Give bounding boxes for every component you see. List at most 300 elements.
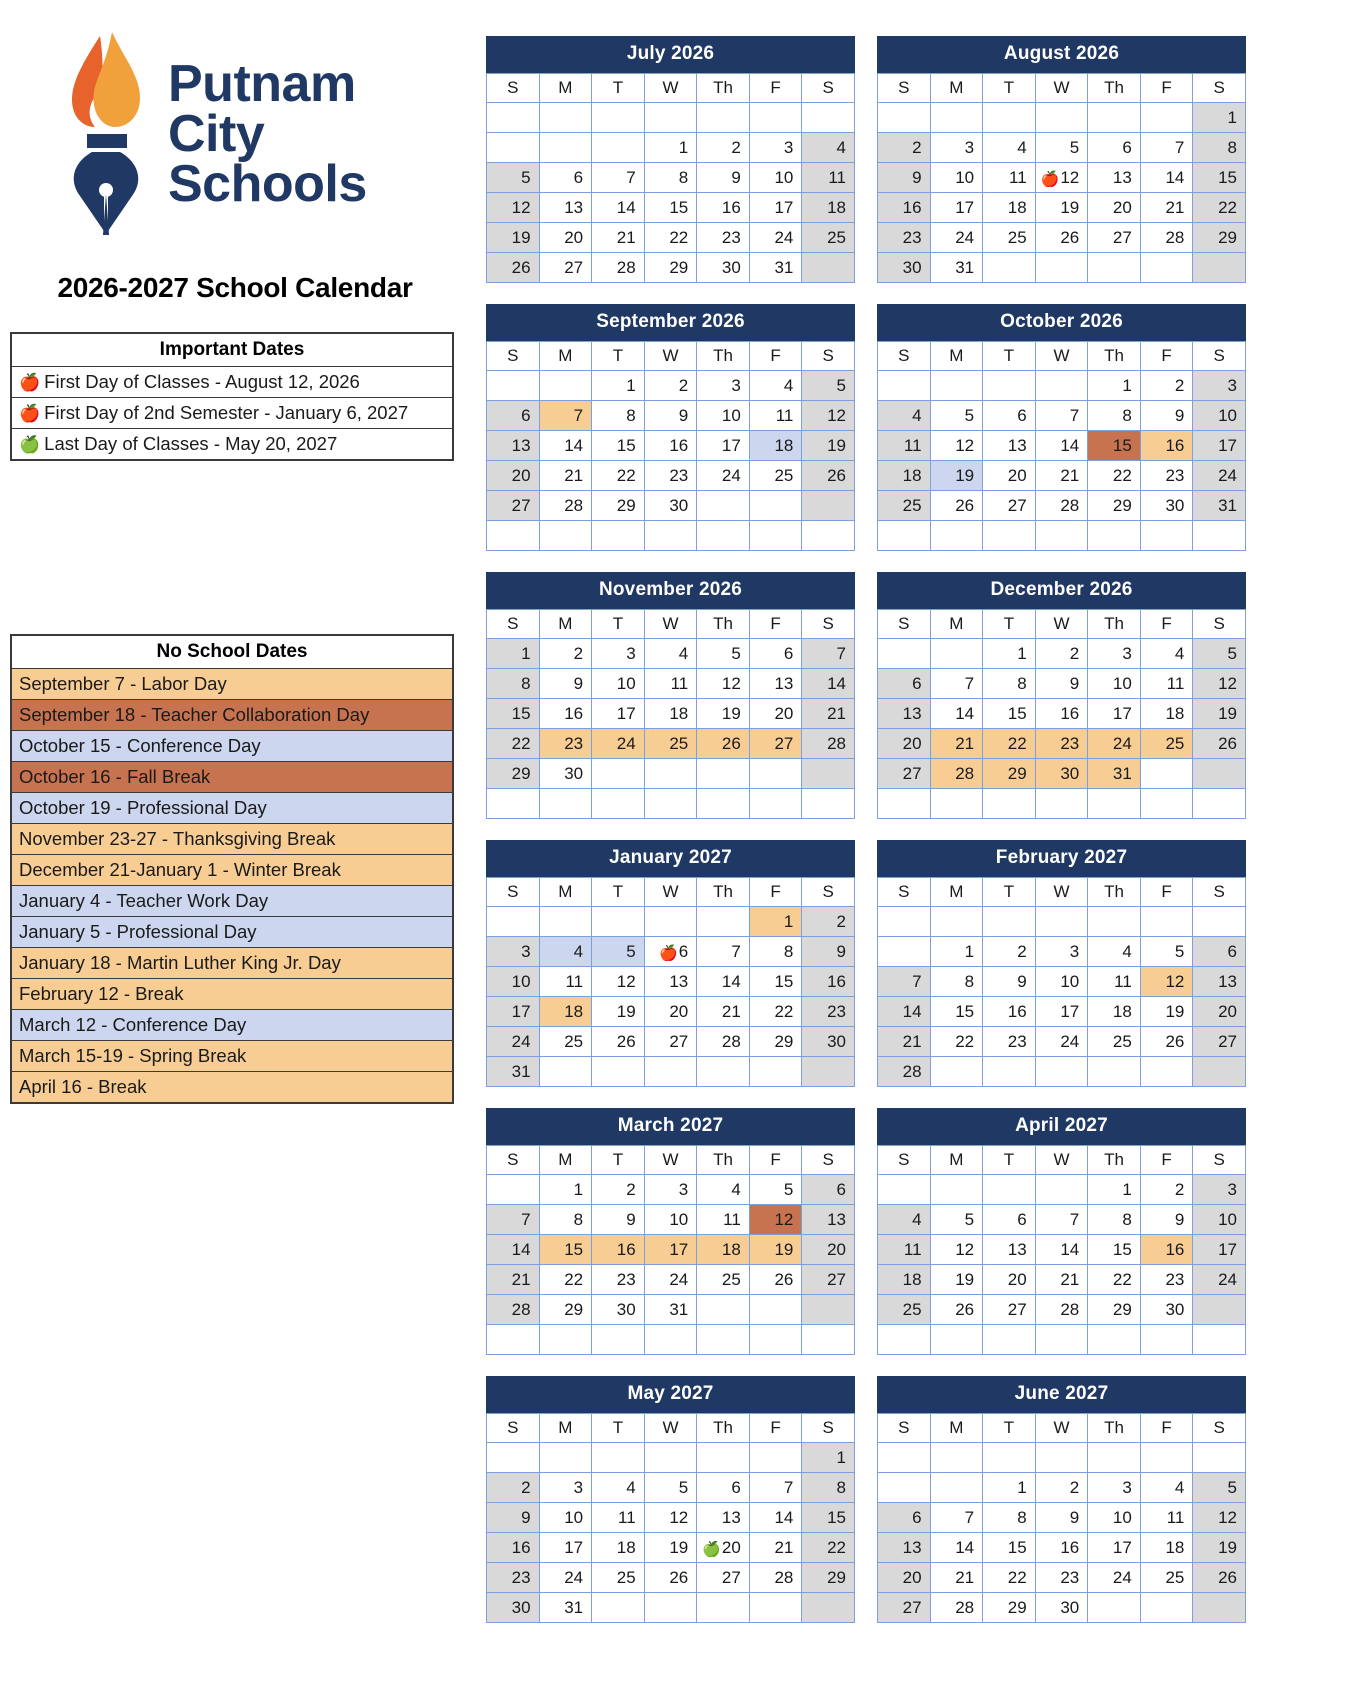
- day-cell[interactable]: 24: [644, 1265, 697, 1295]
- day-cell[interactable]: 22: [1088, 461, 1141, 491]
- day-cell[interactable]: 19: [1193, 699, 1246, 729]
- day-cell[interactable]: 7: [930, 669, 983, 699]
- day-cell[interactable]: 15: [592, 431, 645, 461]
- day-cell[interactable]: 4: [697, 1175, 750, 1205]
- day-cell[interactable]: 13: [802, 1205, 855, 1235]
- day-cell[interactable]: 4: [644, 639, 697, 669]
- day-cell[interactable]: 26: [930, 491, 983, 521]
- day-cell[interactable]: 19: [749, 1235, 802, 1265]
- day-cell[interactable]: 6: [802, 1175, 855, 1205]
- day-cell[interactable]: 18: [878, 1265, 931, 1295]
- day-cell[interactable]: 5: [749, 1175, 802, 1205]
- day-cell[interactable]: 31: [1088, 759, 1141, 789]
- day-cell[interactable]: 7: [539, 401, 592, 431]
- day-cell[interactable]: 14: [487, 1235, 540, 1265]
- day-cell[interactable]: 18: [749, 431, 802, 461]
- day-cell[interactable]: 24: [1035, 1027, 1088, 1057]
- day-cell[interactable]: 18: [983, 193, 1036, 223]
- day-cell[interactable]: 18: [539, 997, 592, 1027]
- day-cell[interactable]: 23: [539, 729, 592, 759]
- day-cell[interactable]: 19: [592, 997, 645, 1027]
- day-cell[interactable]: 9: [539, 669, 592, 699]
- day-cell[interactable]: 23: [487, 1563, 540, 1593]
- day-cell[interactable]: 22: [487, 729, 540, 759]
- day-cell[interactable]: 29: [983, 1593, 1036, 1623]
- day-cell[interactable]: 25: [697, 1265, 750, 1295]
- day-cell[interactable]: 15: [983, 1533, 1036, 1563]
- day-cell[interactable]: 5: [592, 937, 645, 967]
- day-cell[interactable]: 20: [644, 997, 697, 1027]
- day-cell[interactable]: 28: [697, 1027, 750, 1057]
- day-cell[interactable]: 3: [1193, 1175, 1246, 1205]
- day-cell[interactable]: 23: [802, 997, 855, 1027]
- day-cell[interactable]: 🍎12: [1035, 163, 1088, 193]
- day-cell[interactable]: 12: [1140, 967, 1193, 997]
- day-cell[interactable]: 27: [697, 1563, 750, 1593]
- day-cell[interactable]: 1: [1193, 103, 1246, 133]
- day-cell[interactable]: 22: [592, 461, 645, 491]
- day-cell[interactable]: 4: [749, 371, 802, 401]
- day-cell[interactable]: 26: [697, 729, 750, 759]
- day-cell[interactable]: 18: [1140, 1533, 1193, 1563]
- day-cell[interactable]: 17: [592, 699, 645, 729]
- day-cell[interactable]: 29: [1193, 223, 1246, 253]
- day-cell[interactable]: 31: [930, 253, 983, 283]
- day-cell[interactable]: 13: [983, 431, 1036, 461]
- day-cell[interactable]: 14: [539, 431, 592, 461]
- day-cell[interactable]: 15: [644, 193, 697, 223]
- day-cell[interactable]: 14: [1035, 1235, 1088, 1265]
- day-cell[interactable]: 11: [1140, 669, 1193, 699]
- day-cell[interactable]: 19: [1193, 1533, 1246, 1563]
- day-cell[interactable]: 27: [802, 1265, 855, 1295]
- day-cell[interactable]: 31: [539, 1593, 592, 1623]
- day-cell[interactable]: 27: [878, 759, 931, 789]
- day-cell[interactable]: 7: [487, 1205, 540, 1235]
- day-cell[interactable]: 29: [983, 759, 1036, 789]
- day-cell[interactable]: 15: [802, 1503, 855, 1533]
- day-cell[interactable]: 6: [697, 1473, 750, 1503]
- day-cell[interactable]: 6: [983, 401, 1036, 431]
- day-cell[interactable]: 9: [487, 1503, 540, 1533]
- day-cell[interactable]: 23: [697, 223, 750, 253]
- day-cell[interactable]: 21: [1035, 1265, 1088, 1295]
- day-cell[interactable]: 17: [749, 193, 802, 223]
- day-cell[interactable]: 22: [644, 223, 697, 253]
- day-cell[interactable]: 15: [539, 1235, 592, 1265]
- day-cell[interactable]: 16: [802, 967, 855, 997]
- day-cell[interactable]: 2: [1140, 1175, 1193, 1205]
- day-cell[interactable]: 12: [487, 193, 540, 223]
- day-cell[interactable]: 10: [487, 967, 540, 997]
- day-cell[interactable]: 10: [644, 1205, 697, 1235]
- day-cell[interactable]: 28: [592, 253, 645, 283]
- day-cell[interactable]: 13: [539, 193, 592, 223]
- day-cell[interactable]: 9: [697, 163, 750, 193]
- day-cell[interactable]: 18: [878, 461, 931, 491]
- day-cell[interactable]: 23: [878, 223, 931, 253]
- day-cell[interactable]: 8: [539, 1205, 592, 1235]
- day-cell[interactable]: 31: [487, 1057, 540, 1087]
- day-cell[interactable]: 2: [878, 133, 931, 163]
- day-cell[interactable]: 23: [1140, 1265, 1193, 1295]
- day-cell[interactable]: 24: [487, 1027, 540, 1057]
- day-cell[interactable]: 29: [802, 1563, 855, 1593]
- day-cell[interactable]: 3: [539, 1473, 592, 1503]
- day-cell[interactable]: 16: [1140, 1235, 1193, 1265]
- day-cell[interactable]: 5: [644, 1473, 697, 1503]
- day-cell[interactable]: 7: [1035, 1205, 1088, 1235]
- day-cell[interactable]: 22: [930, 1027, 983, 1057]
- day-cell[interactable]: 26: [1193, 1563, 1246, 1593]
- day-cell[interactable]: 2: [644, 371, 697, 401]
- day-cell[interactable]: 1: [644, 133, 697, 163]
- day-cell[interactable]: 20: [878, 1563, 931, 1593]
- day-cell[interactable]: 31: [1193, 491, 1246, 521]
- day-cell[interactable]: 20: [749, 699, 802, 729]
- day-cell[interactable]: 11: [644, 669, 697, 699]
- day-cell[interactable]: 22: [749, 997, 802, 1027]
- day-cell[interactable]: 29: [539, 1295, 592, 1325]
- day-cell[interactable]: 5: [1140, 937, 1193, 967]
- day-cell[interactable]: 3: [1035, 937, 1088, 967]
- day-cell[interactable]: 17: [487, 997, 540, 1027]
- day-cell[interactable]: 11: [1140, 1503, 1193, 1533]
- day-cell[interactable]: 28: [930, 759, 983, 789]
- day-cell[interactable]: 10: [749, 163, 802, 193]
- day-cell[interactable]: 9: [983, 967, 1036, 997]
- day-cell[interactable]: 17: [1193, 1235, 1246, 1265]
- day-cell[interactable]: 25: [1088, 1027, 1141, 1057]
- day-cell[interactable]: 17: [930, 193, 983, 223]
- day-cell[interactable]: 27: [1193, 1027, 1246, 1057]
- day-cell[interactable]: 14: [930, 1533, 983, 1563]
- day-cell[interactable]: 13: [1193, 967, 1246, 997]
- day-cell[interactable]: 12: [802, 401, 855, 431]
- day-cell[interactable]: 2: [983, 937, 1036, 967]
- day-cell[interactable]: 13: [697, 1503, 750, 1533]
- day-cell[interactable]: 28: [749, 1563, 802, 1593]
- day-cell[interactable]: 15: [1193, 163, 1246, 193]
- day-cell[interactable]: 29: [1088, 491, 1141, 521]
- day-cell[interactable]: 2: [1140, 371, 1193, 401]
- day-cell[interactable]: 28: [539, 491, 592, 521]
- day-cell[interactable]: 9: [1035, 1503, 1088, 1533]
- day-cell[interactable]: 5: [930, 1205, 983, 1235]
- day-cell[interactable]: 8: [983, 669, 1036, 699]
- day-cell[interactable]: 11: [592, 1503, 645, 1533]
- day-cell[interactable]: 14: [749, 1503, 802, 1533]
- day-cell[interactable]: 4: [1140, 639, 1193, 669]
- day-cell[interactable]: 1: [539, 1175, 592, 1205]
- day-cell[interactable]: 3: [487, 937, 540, 967]
- day-cell[interactable]: 25: [1140, 729, 1193, 759]
- day-cell[interactable]: 10: [1088, 1503, 1141, 1533]
- day-cell[interactable]: 22: [983, 1563, 1036, 1593]
- day-cell[interactable]: 7: [592, 163, 645, 193]
- day-cell[interactable]: 21: [878, 1027, 931, 1057]
- day-cell[interactable]: 6: [1193, 937, 1246, 967]
- day-cell[interactable]: 22: [983, 729, 1036, 759]
- day-cell[interactable]: 10: [1193, 401, 1246, 431]
- day-cell[interactable]: 19: [930, 461, 983, 491]
- day-cell[interactable]: 9: [878, 163, 931, 193]
- day-cell[interactable]: 5: [1193, 1473, 1246, 1503]
- day-cell[interactable]: 24: [1193, 461, 1246, 491]
- day-cell[interactable]: 24: [1193, 1265, 1246, 1295]
- day-cell[interactable]: 13: [487, 431, 540, 461]
- day-cell[interactable]: 2: [802, 907, 855, 937]
- day-cell[interactable]: 28: [878, 1057, 931, 1087]
- day-cell[interactable]: 21: [487, 1265, 540, 1295]
- day-cell[interactable]: 3: [1088, 1473, 1141, 1503]
- day-cell[interactable]: 9: [644, 401, 697, 431]
- day-cell[interactable]: 16: [644, 431, 697, 461]
- day-cell[interactable]: 21: [930, 729, 983, 759]
- day-cell[interactable]: 1: [802, 1443, 855, 1473]
- day-cell[interactable]: 2: [592, 1175, 645, 1205]
- day-cell[interactable]: 20: [983, 1265, 1036, 1295]
- day-cell[interactable]: 4: [878, 1205, 931, 1235]
- day-cell[interactable]: 28: [1035, 1295, 1088, 1325]
- day-cell[interactable]: 29: [487, 759, 540, 789]
- day-cell[interactable]: 20: [1088, 193, 1141, 223]
- day-cell[interactable]: 21: [697, 997, 750, 1027]
- day-cell[interactable]: 14: [878, 997, 931, 1027]
- day-cell[interactable]: 21: [749, 1533, 802, 1563]
- day-cell[interactable]: 30: [644, 491, 697, 521]
- day-cell[interactable]: 4: [1088, 937, 1141, 967]
- day-cell[interactable]: 2: [1035, 639, 1088, 669]
- day-cell[interactable]: 7: [878, 967, 931, 997]
- day-cell[interactable]: 23: [592, 1265, 645, 1295]
- day-cell[interactable]: 13: [1088, 163, 1141, 193]
- day-cell[interactable]: 19: [487, 223, 540, 253]
- day-cell[interactable]: 14: [1140, 163, 1193, 193]
- day-cell[interactable]: 25: [802, 223, 855, 253]
- day-cell[interactable]: 11: [539, 967, 592, 997]
- day-cell[interactable]: 4: [802, 133, 855, 163]
- day-cell[interactable]: 13: [983, 1235, 1036, 1265]
- day-cell[interactable]: 26: [1035, 223, 1088, 253]
- day-cell[interactable]: 3: [697, 371, 750, 401]
- day-cell[interactable]: 26: [930, 1295, 983, 1325]
- day-cell[interactable]: 18: [592, 1533, 645, 1563]
- day-cell[interactable]: 28: [1035, 491, 1088, 521]
- day-cell[interactable]: 12: [749, 1205, 802, 1235]
- day-cell[interactable]: 24: [930, 223, 983, 253]
- day-cell[interactable]: 15: [1088, 1235, 1141, 1265]
- day-cell[interactable]: 26: [487, 253, 540, 283]
- day-cell[interactable]: 5: [802, 371, 855, 401]
- day-cell[interactable]: 7: [1140, 133, 1193, 163]
- day-cell[interactable]: 13: [749, 669, 802, 699]
- day-cell[interactable]: 21: [802, 699, 855, 729]
- day-cell[interactable]: 16: [1035, 1533, 1088, 1563]
- day-cell[interactable]: 31: [644, 1295, 697, 1325]
- day-cell[interactable]: 20: [539, 223, 592, 253]
- day-cell[interactable]: 22: [1088, 1265, 1141, 1295]
- day-cell[interactable]: 27: [983, 1295, 1036, 1325]
- day-cell[interactable]: 26: [592, 1027, 645, 1057]
- day-cell[interactable]: 16: [1140, 431, 1193, 461]
- day-cell[interactable]: 30: [487, 1593, 540, 1623]
- day-cell[interactable]: 25: [1140, 1563, 1193, 1593]
- day-cell[interactable]: 14: [697, 967, 750, 997]
- day-cell[interactable]: 16: [1035, 699, 1088, 729]
- day-cell[interactable]: 3: [749, 133, 802, 163]
- day-cell[interactable]: 6: [878, 669, 931, 699]
- day-cell[interactable]: 24: [1088, 729, 1141, 759]
- day-cell[interactable]: 19: [1035, 193, 1088, 223]
- day-cell[interactable]: 12: [1193, 669, 1246, 699]
- day-cell[interactable]: 8: [983, 1503, 1036, 1533]
- day-cell[interactable]: 25: [983, 223, 1036, 253]
- day-cell[interactable]: 18: [697, 1235, 750, 1265]
- day-cell[interactable]: 29: [644, 253, 697, 283]
- day-cell[interactable]: 6: [487, 401, 540, 431]
- day-cell[interactable]: 16: [983, 997, 1036, 1027]
- day-cell[interactable]: 7: [930, 1503, 983, 1533]
- day-cell[interactable]: 14: [592, 193, 645, 223]
- day-cell[interactable]: 9: [802, 937, 855, 967]
- day-cell[interactable]: 7: [697, 937, 750, 967]
- day-cell[interactable]: 17: [697, 431, 750, 461]
- day-cell[interactable]: 4: [539, 937, 592, 967]
- day-cell[interactable]: 26: [1140, 1027, 1193, 1057]
- day-cell[interactable]: 5: [1035, 133, 1088, 163]
- day-cell[interactable]: 26: [1193, 729, 1246, 759]
- day-cell[interactable]: 24: [539, 1563, 592, 1593]
- day-cell[interactable]: 24: [749, 223, 802, 253]
- day-cell[interactable]: 15: [983, 699, 1036, 729]
- day-cell[interactable]: 1: [983, 1473, 1036, 1503]
- day-cell[interactable]: 22: [802, 1533, 855, 1563]
- day-cell[interactable]: 16: [697, 193, 750, 223]
- day-cell[interactable]: 23: [644, 461, 697, 491]
- day-cell[interactable]: 6: [878, 1503, 931, 1533]
- day-cell[interactable]: 30: [539, 759, 592, 789]
- day-cell[interactable]: 29: [749, 1027, 802, 1057]
- day-cell[interactable]: 8: [592, 401, 645, 431]
- day-cell[interactable]: 28: [930, 1593, 983, 1623]
- day-cell[interactable]: 3: [1088, 639, 1141, 669]
- day-cell[interactable]: 25: [592, 1563, 645, 1593]
- day-cell[interactable]: 16: [539, 699, 592, 729]
- day-cell[interactable]: 15: [1088, 431, 1141, 461]
- day-cell[interactable]: 4: [983, 133, 1036, 163]
- day-cell[interactable]: 3: [592, 639, 645, 669]
- day-cell[interactable]: 15: [749, 967, 802, 997]
- day-cell[interactable]: 7: [1035, 401, 1088, 431]
- day-cell[interactable]: 18: [802, 193, 855, 223]
- day-cell[interactable]: 8: [644, 163, 697, 193]
- day-cell[interactable]: 1: [487, 639, 540, 669]
- day-cell[interactable]: 5: [487, 163, 540, 193]
- day-cell[interactable]: 28: [802, 729, 855, 759]
- day-cell[interactable]: 11: [697, 1205, 750, 1235]
- day-cell[interactable]: 1: [983, 639, 1036, 669]
- day-cell[interactable]: 29: [592, 491, 645, 521]
- day-cell[interactable]: 4: [592, 1473, 645, 1503]
- day-cell[interactable]: 18: [1140, 699, 1193, 729]
- day-cell[interactable]: 16: [592, 1235, 645, 1265]
- day-cell[interactable]: 12: [592, 967, 645, 997]
- day-cell[interactable]: 21: [930, 1563, 983, 1593]
- day-cell[interactable]: 30: [878, 253, 931, 283]
- day-cell[interactable]: 10: [697, 401, 750, 431]
- day-cell[interactable]: 3: [930, 133, 983, 163]
- day-cell[interactable]: 26: [802, 461, 855, 491]
- day-cell[interactable]: 10: [1035, 967, 1088, 997]
- day-cell[interactable]: 🍏20: [697, 1533, 750, 1563]
- day-cell[interactable]: 26: [749, 1265, 802, 1295]
- day-cell[interactable]: 11: [878, 431, 931, 461]
- day-cell[interactable]: 28: [1140, 223, 1193, 253]
- day-cell[interactable]: 1: [592, 371, 645, 401]
- day-cell[interactable]: 1: [1088, 371, 1141, 401]
- day-cell[interactable]: 19: [644, 1533, 697, 1563]
- day-cell[interactable]: 2: [697, 133, 750, 163]
- day-cell[interactable]: 14: [802, 669, 855, 699]
- day-cell[interactable]: 19: [1140, 997, 1193, 1027]
- day-cell[interactable]: 1: [930, 937, 983, 967]
- day-cell[interactable]: 10: [592, 669, 645, 699]
- day-cell[interactable]: 13: [644, 967, 697, 997]
- day-cell[interactable]: 5: [1193, 639, 1246, 669]
- day-cell[interactable]: 1: [1088, 1175, 1141, 1205]
- day-cell[interactable]: 25: [539, 1027, 592, 1057]
- day-cell[interactable]: 24: [592, 729, 645, 759]
- day-cell[interactable]: 23: [1035, 1563, 1088, 1593]
- day-cell[interactable]: 20: [487, 461, 540, 491]
- day-cell[interactable]: 16: [878, 193, 931, 223]
- day-cell[interactable]: 27: [487, 491, 540, 521]
- day-cell[interactable]: 17: [644, 1235, 697, 1265]
- day-cell[interactable]: 27: [644, 1027, 697, 1057]
- day-cell[interactable]: 25: [878, 1295, 931, 1325]
- day-cell[interactable]: 23: [983, 1027, 1036, 1057]
- day-cell[interactable]: 2: [1035, 1473, 1088, 1503]
- day-cell[interactable]: 31: [749, 253, 802, 283]
- day-cell[interactable]: 15: [487, 699, 540, 729]
- day-cell[interactable]: 6: [1088, 133, 1141, 163]
- day-cell[interactable]: 11: [1088, 967, 1141, 997]
- day-cell[interactable]: 8: [487, 669, 540, 699]
- day-cell[interactable]: 7: [749, 1473, 802, 1503]
- day-cell[interactable]: 26: [644, 1563, 697, 1593]
- day-cell[interactable]: 14: [1035, 431, 1088, 461]
- day-cell[interactable]: 9: [1035, 669, 1088, 699]
- day-cell[interactable]: 11: [749, 401, 802, 431]
- day-cell[interactable]: 22: [1193, 193, 1246, 223]
- day-cell[interactable]: 30: [1140, 491, 1193, 521]
- day-cell[interactable]: 2: [539, 639, 592, 669]
- day-cell[interactable]: 14: [930, 699, 983, 729]
- day-cell[interactable]: 30: [802, 1027, 855, 1057]
- day-cell[interactable]: 12: [1193, 1503, 1246, 1533]
- day-cell[interactable]: 1: [749, 907, 802, 937]
- day-cell[interactable]: 9: [1140, 401, 1193, 431]
- day-cell[interactable]: 23: [1140, 461, 1193, 491]
- day-cell[interactable]: 18: [644, 699, 697, 729]
- day-cell[interactable]: 17: [1088, 699, 1141, 729]
- day-cell[interactable]: 11: [983, 163, 1036, 193]
- day-cell[interactable]: 21: [592, 223, 645, 253]
- day-cell[interactable]: 3: [1193, 371, 1246, 401]
- day-cell[interactable]: 16: [487, 1533, 540, 1563]
- day-cell[interactable]: 9: [1140, 1205, 1193, 1235]
